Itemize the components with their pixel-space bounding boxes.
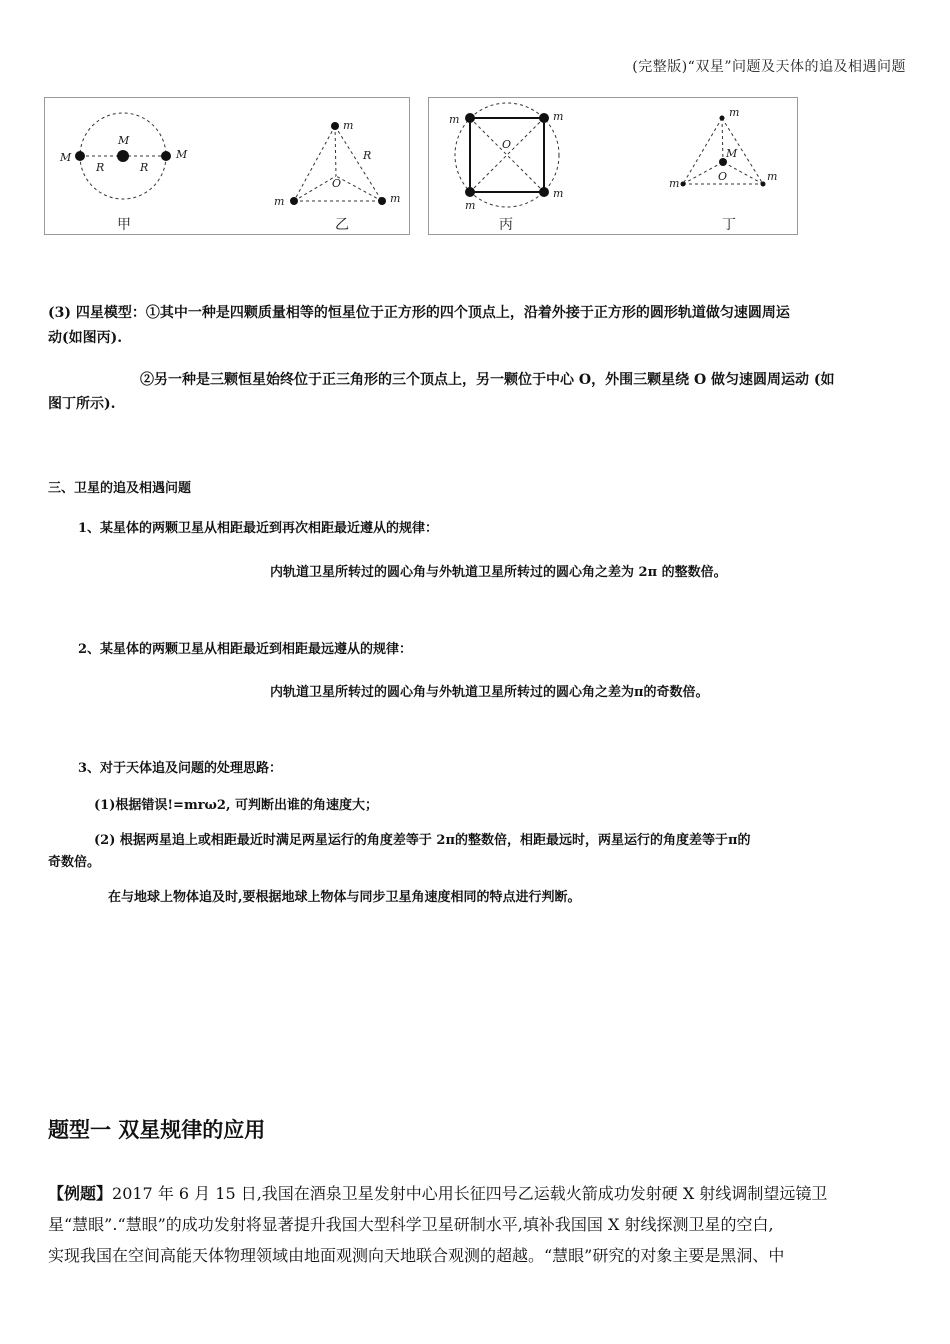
label-m-br3: m bbox=[767, 170, 778, 183]
figure-box-left bbox=[44, 97, 410, 235]
step2-line1: (2) 根据两星追上或相距最近时满足两星运行的角度差等于 2π的整数倍，相距最远时，两星运行的角度差等于π的 bbox=[94, 833, 751, 848]
label-m-tr: m bbox=[553, 110, 564, 123]
four-star-line2: 动(如图丙). bbox=[48, 330, 123, 346]
question-type-title: 题型一 双星规律的应用 bbox=[48, 1117, 266, 1142]
caption-yi: 乙 bbox=[335, 217, 349, 233]
rule2-body: 内轨道卫星所转过的圆心角与外轨道卫星所转过的圆心角之差为π的奇数倍。 bbox=[270, 685, 709, 700]
rule1-title: 1、某星体的两颗卫星从相距最近到再次相距最近遵从的规律： bbox=[78, 521, 439, 536]
label-m-bl3: m bbox=[669, 177, 680, 190]
label-m-br2: m bbox=[553, 187, 564, 200]
caption-ding: 丁 bbox=[722, 217, 736, 233]
label-m-tl: m bbox=[449, 113, 460, 126]
section-three-title: 三、卫星的追及相遇问题 bbox=[48, 481, 192, 496]
caption-bing: 丙 bbox=[499, 217, 513, 233]
label-O: O bbox=[332, 177, 342, 190]
example-line1-text: 2017 年 6 月 15 日,我国在酒泉卫星发射中心用长征四号乙运载火箭成功发射硬 X 射线调制望远镜卫 bbox=[112, 1184, 828, 1203]
example-line2: 星“慧眼”.“慧眼”的成功发射将显著提升我国大型科学卫星研制水平,填补我国国 X 射线探测卫星的空白, bbox=[48, 1215, 774, 1234]
label-m-bl2: m bbox=[465, 199, 476, 212]
label-m-top: m bbox=[343, 119, 354, 132]
label-M-right: M bbox=[176, 148, 188, 161]
rule3-title: 3、对于天体追及问题的处理思路： bbox=[78, 761, 283, 776]
label-O2: O bbox=[502, 138, 512, 151]
rule1-body: 内轨道卫星所转过的圆心角与外轨道卫星所转过的圆心角之差为 2π 的整数倍。 bbox=[270, 565, 727, 580]
step2-line2: 奇数倍。 bbox=[48, 855, 101, 870]
example-line1 bbox=[48, 1178, 918, 1209]
label-m-top2: m bbox=[729, 106, 740, 119]
four-star-line4: 图丁所示). bbox=[48, 396, 116, 412]
figure-bing-ding-diagram bbox=[429, 98, 797, 234]
four-star-line3: ②另一种是三颗恒星始终位于正三角形的三个顶点上，另一颗位于中心 O，外围三颗星绕 O 做匀速圆周运动 (如 bbox=[140, 372, 835, 388]
label-O3: O bbox=[718, 170, 728, 183]
rule2-title: 2、某星体的两颗卫星从相距最近到相距最远遵从的规律： bbox=[78, 642, 413, 657]
example-line3: 实现我国在空间高能天体物理领域由地面观测向天地联合观测的超越。“慧眼”研究的对象主要是黑洞、中 bbox=[48, 1246, 785, 1265]
label-M-center: M bbox=[118, 134, 130, 147]
label-R-left: R bbox=[96, 161, 105, 174]
label-R-right: R bbox=[140, 161, 149, 174]
step1: (1)根据错误!=mrω2, 可判断出谁的角速度大； bbox=[94, 798, 379, 813]
label-M-center2: M bbox=[726, 147, 738, 160]
page-header: (完整版)“双星”问题及天体的追及相遇问题 bbox=[632, 59, 906, 75]
four-star-line1: (3) 四星模型：①其中一种是四颗质量相等的恒星位于正方形的四个顶点上，沿着外接于正方形的圆形轨道做匀速圆周运 bbox=[48, 305, 790, 321]
example-paragraph bbox=[48, 1178, 918, 1271]
label-R: R bbox=[363, 149, 372, 162]
label-m-bl: m bbox=[274, 195, 285, 208]
step3: 在与地球上物体追及时,要根据地球上物体与同步卫星角速度相同的特点进行判断。 bbox=[108, 890, 581, 905]
label-M-left: M bbox=[60, 151, 72, 164]
example-tag: 【例题】 bbox=[48, 1184, 113, 1203]
label-m-br: m bbox=[390, 192, 401, 205]
figure-box-right bbox=[428, 97, 798, 235]
caption-jia: 甲 bbox=[117, 217, 131, 233]
figure-jia-yi-diagram bbox=[45, 98, 409, 234]
